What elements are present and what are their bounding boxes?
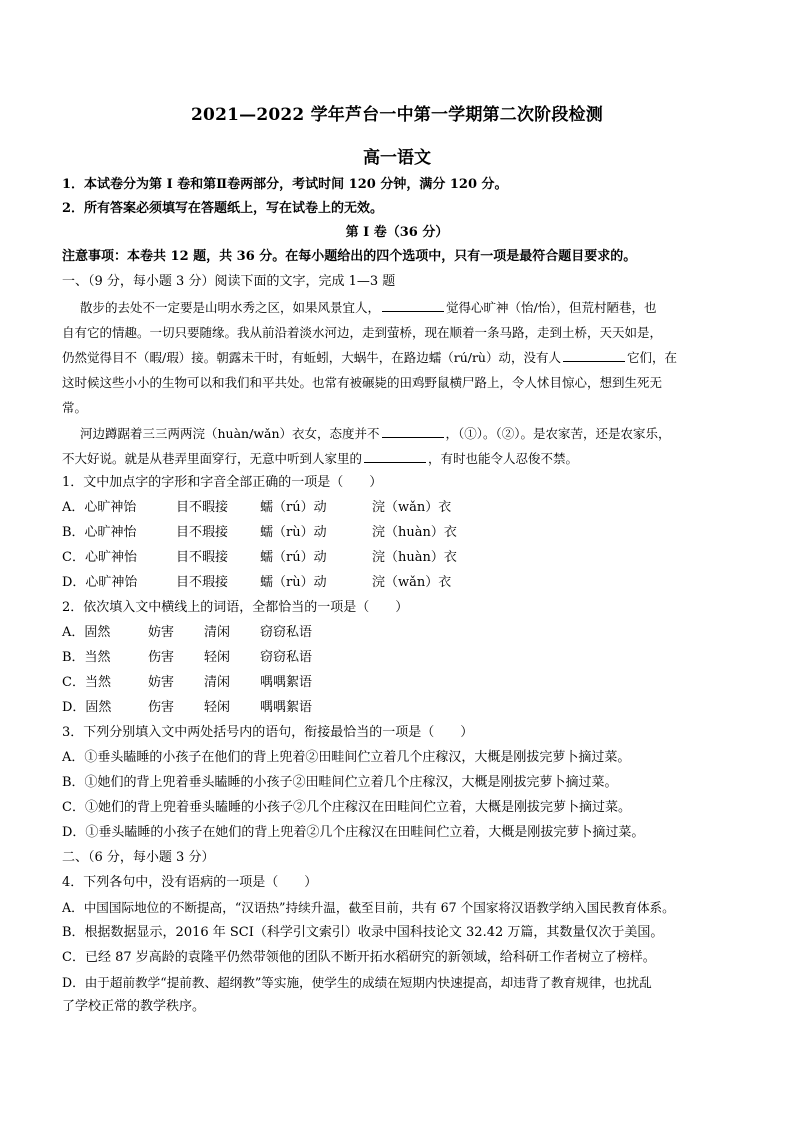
passage-text: 河边蹲踞着三三两两浣（huàn/wǎn）衣女，态度并不 (80, 426, 380, 441)
q4-option-a[interactable]: A．中国国际地位的不断提高，“汉语热”持续升温，截至目前，共有 67 个国家将汉语教学纳入国民教育体系。 (62, 900, 675, 915)
option-cell: D．心旷神饴 (62, 575, 138, 590)
option-cell: 蠕（rú）动 (260, 550, 327, 565)
option-cell: 目不暇接 (176, 500, 229, 515)
option-cell: 妨害 (148, 675, 175, 690)
note-1: 1．本试卷分为第 I 卷和第Ⅱ卷两部分，考试时间 120 分钟，满分 120 分。 (62, 177, 508, 192)
q2-stem: 2．依次填入文中横线上的词语，全都恰当的一项是（ ） (62, 600, 409, 615)
q3-option-c[interactable]: C．①她们的背上兜着垂头瞌睡的小孩子②几个庄稼汉在田畦间伫立着，大概是刚拔完萝卜摘过菜。 (62, 800, 631, 815)
option-cell: 浣（huàn）衣 (372, 525, 457, 540)
q1-stem: 1．文中加点字的字形和字音全部正确的一项是（ ） (62, 475, 383, 490)
passage-text: 不大好说。就是从巷弄里面穿行，无意中听到人家里的 (62, 451, 363, 466)
option-cell: 目不暇接 (176, 550, 229, 565)
q4-option-c[interactable]: C．已经 87 岁高龄的袁隆平仍然带领他的团队不断开拓水稻研究的新领域，给科研工作者树立了榜样。 (62, 950, 656, 965)
option-cell: 妨害 (148, 625, 175, 640)
part1-instruction: 注意事项：本卷共 12 题，共 36 分。在每小题给出的四个选项中，只有一项是最符合题目要求的。 (62, 249, 637, 264)
passage-line-4: 这时候这些小小的生物可以和我们和平共处。也常有被碾毙的田鸡野鼠横尸路上，令人怵目惊心，想到生死无 (62, 375, 663, 390)
fill-blank-1 (382, 299, 444, 312)
option-cell: 伤害 (148, 700, 175, 715)
option-cell: C．当然 (62, 675, 111, 690)
passage-text: 觉得心旷神（怡/怡），但荒村陋巷，也 (446, 300, 657, 315)
option-cell: 喁喁絮语 (260, 675, 313, 690)
option-cell: 蠕（rù）动 (260, 525, 327, 540)
option-cell: 清闲 (204, 675, 231, 690)
passage-line-5: 常。 (62, 400, 88, 415)
option-cell: 窃窃私语 (260, 625, 313, 640)
q4-stem: 4．下列各句中，没有语病的一项是（ ） (62, 875, 318, 890)
option-cell: 蠕（rù）动 (260, 575, 327, 590)
option-cell: 轻闲 (204, 650, 231, 665)
q4-option-d[interactable]: D．由于超前教学“提前教、超纲教”等实施，使学生的成绩在短期内快速提高，却违背了教育规律，也扰乱 (62, 975, 652, 990)
passage-line-6 (80, 425, 760, 443)
option-cell: 喁喁絮语 (260, 700, 313, 715)
fill-blank-4 (364, 450, 426, 463)
option-cell: 蠕（rú）动 (260, 500, 327, 515)
option-cell: D．固然 (62, 700, 112, 715)
passage-line-7 (62, 450, 742, 468)
passage-text: ，（①）。（②）。是农家苦，还是农家乐， (445, 426, 671, 441)
passage-line-1 (80, 299, 760, 317)
exam-title: 2021—2022 学年芦台一中第一学期第二次阶段检测 (191, 105, 603, 125)
q4-option-d-continued: 了学校正常的教学秩序。 (62, 999, 206, 1014)
exam-subject: 高一语文 (363, 148, 431, 168)
passage-text: ，有时也能令人忍俊不禁。 (428, 451, 579, 466)
q3-option-a[interactable]: A．①垂头瞌睡的小孩子在他们的背上兜着②田畦间伫立着几个庄稼汉，大概是刚拔完萝卜摘过菜。 (62, 750, 631, 765)
passage-text: 仍然觉得目不（暇/瑕）接。朝露未干时，有蚯蚓，大蜗牛，在路边蠕（rú/rù）动，没有人 (62, 350, 561, 365)
part1-heading: 第 I 卷（36 分） (345, 225, 449, 240)
option-cell: C．心旷神怡 (62, 550, 137, 565)
option-cell: B．当然 (62, 650, 111, 665)
q3-option-b[interactable]: B．①她们的背上兜着垂头瞌睡的小孩子②田畦间伫立着几个庄稼汉，大概是刚拔完萝卜摘过菜。 (62, 775, 618, 790)
option-cell: A．心旷神饴 (62, 500, 137, 515)
option-cell: 清闲 (204, 625, 231, 640)
passage-text: 它们，在 (626, 350, 677, 365)
option-cell: 目不瑕接 (176, 575, 229, 590)
note-2: 2．所有答案必须填写在答题纸上，写在试卷上的无效。 (62, 201, 384, 216)
option-cell: 窃窃私语 (260, 650, 313, 665)
fill-blank-2 (563, 349, 625, 362)
option-cell: 浣（wǎn）衣 (372, 500, 452, 515)
q4-option-b[interactable]: B．根据数据显示，2016 年 SCI（科学引文索引）收录中国科技论文 32.42 万篇，其数量仅次于美国。 (62, 925, 664, 940)
q3-stem: 3．下列分别填入文中两处括号内的语句，衔接最恰当的一项是（ ） (62, 725, 474, 740)
passage-text: 散步的去处不一定要是山明水秀之区，如果风景宜人， (80, 300, 381, 315)
option-cell: 浣（huàn）衣 (372, 550, 457, 565)
fill-blank-3 (382, 425, 444, 438)
section2-heading: 二、（6 分，每小题 3 分） (62, 850, 215, 865)
option-cell: B．心旷神怡 (62, 525, 137, 540)
option-cell: 浣（wǎn）衣 (372, 575, 452, 590)
option-cell: 目不瑕接 (176, 525, 229, 540)
option-cell: A．固然 (62, 625, 111, 640)
section1-heading: 一、（9 分，每小题 3 分）阅读下面的文字，完成 1—3 题 (62, 274, 396, 289)
q3-option-d[interactable]: D．①垂头瞌睡的小孩子在她们的背上兜着②几个庄稼汉在田畦间伫立着，大概是刚拔完萝卜摘过菜。 (62, 825, 645, 840)
option-cell: 伤害 (148, 650, 175, 665)
passage-line-2: 自有它的情趣。一切只要随缘。我从前沿着淡水河边，走到萤桥，现在顺着一条马路，走到土桥，天天如是， (62, 325, 663, 340)
option-cell: 轻闲 (204, 700, 231, 715)
passage-line-3 (62, 349, 742, 367)
